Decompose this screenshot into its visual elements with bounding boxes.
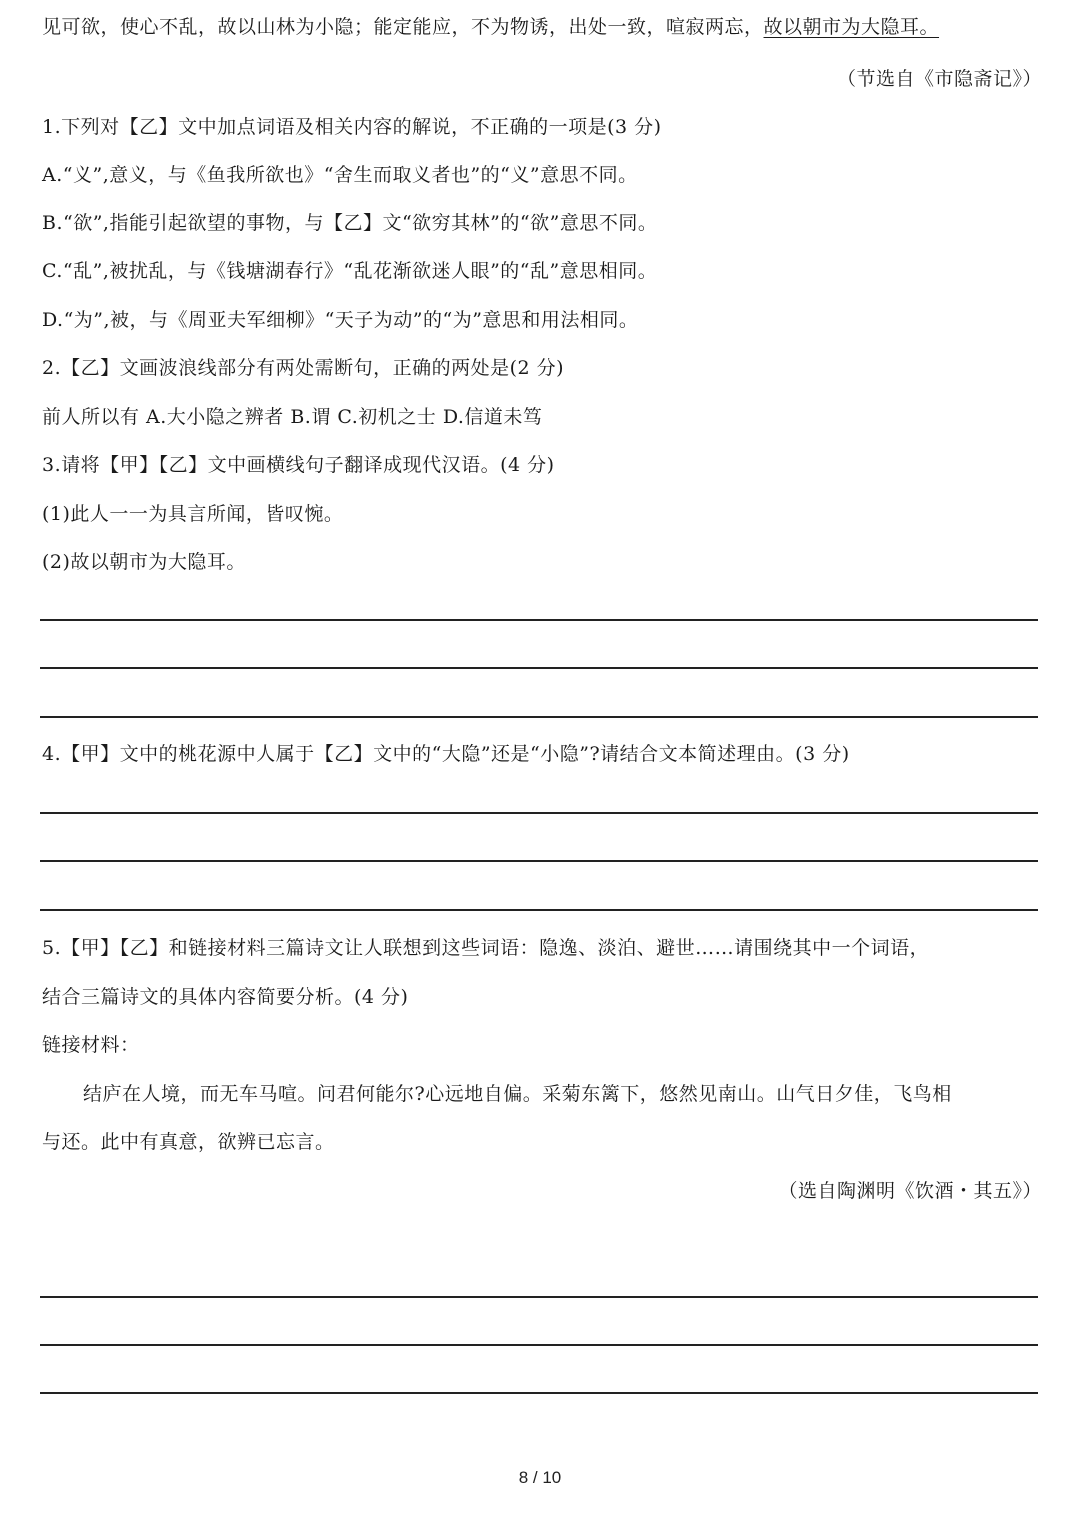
poem-source: （选自陶渊明《饮酒・其五》）	[778, 1180, 1042, 1202]
question-1-option-a: A.“义”,意义，与《鱼我所欲也》“舍生而取义者也”的“义”意思不同。	[42, 164, 638, 186]
question-4-stem: 4.【甲】文中的桃花源中人属于【乙】文中的“大隐”还是“小隐”?请结合文本简述理由。(3 分)	[42, 743, 850, 765]
question-1-option-b: B.“欲”,指能引起欲望的事物，与【乙】文“欲穷其林”的“欲”意思不同。	[42, 212, 658, 234]
question-5-stem-line-2: 结合三篇诗文的具体内容简要分析。(4 分)	[42, 986, 409, 1008]
material-label: 链接材料：	[42, 1034, 140, 1056]
passage-last-line	[42, 14, 939, 40]
question-2-stem: 2.【乙】文画波浪线部分有两处需断句，正确的两处是(2 分)	[42, 357, 565, 379]
answer-line	[40, 619, 1038, 621]
answer-line	[40, 812, 1038, 814]
answer-line	[40, 716, 1038, 718]
passage-text: 见可欲，使心不乱，故以山林为小隐；能定能应，不为物诱，出处一致，喧寂两忘，	[42, 16, 764, 38]
question-2-text: 前人所以有 A.大小隐之辨者 B.谓 C.初机之士 D.信道未笃	[42, 406, 543, 428]
question-3-stem: 3.请将【甲】【乙】文中画横线句子翻译成现代汉语。(4 分)	[42, 454, 555, 476]
answer-line	[40, 1344, 1038, 1346]
question-3-item-2: (2)故以朝市为大隐耳。	[42, 551, 246, 573]
question-1-stem: 1.下列对【乙】文中加点词语及相关内容的解说，不正确的一项是(3 分)	[42, 116, 662, 138]
passage-underlined-sentence: 故以朝市为大隐耳。	[763, 16, 940, 38]
page-number: 8 / 10	[518, 1468, 562, 1487]
answer-line	[40, 667, 1038, 669]
answer-line	[40, 1392, 1038, 1394]
poem-line-2: 与还。此中有真意，欲辨已忘言。	[42, 1131, 335, 1153]
passage-source: （节选自《市隐斋记》）	[836, 68, 1042, 90]
question-5-stem-line-1: 5.【甲】【乙】和链接材料三篇诗文让人联想到这些词语：隐逸、淡泊、避世……请围绕其中一个词语，	[42, 937, 930, 959]
question-3-item-1: (1)此人一一为具言所闻，皆叹惋。	[42, 503, 344, 525]
question-1-option-d: D.“为”,被，与《周亚夫军细柳》“天子为动”的“为”意思和用法相同。	[42, 309, 639, 331]
answer-line	[40, 909, 1038, 911]
poem-line-1: 结庐在人境，而无车马喧。问君何能尔?心远地自偏。采菊东篱下，悠然见南山。山气日夕佳，飞鸟相	[83, 1083, 952, 1105]
question-1-option-c: C.“乱”,被扰乱，与《钱塘湖春行》“乱花渐欲迷人眼”的“乱”意思相同。	[42, 260, 658, 282]
answer-line	[40, 860, 1038, 862]
answer-line	[40, 1296, 1038, 1298]
